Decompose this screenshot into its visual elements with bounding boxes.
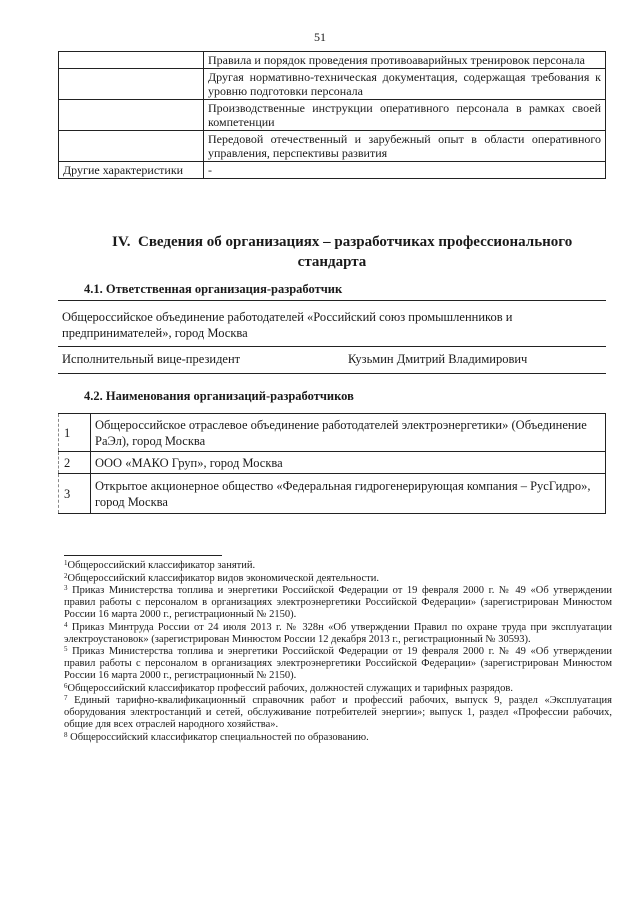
row-label bbox=[59, 131, 204, 162]
requirements-table bbox=[58, 51, 606, 179]
footnote-marker: 5 bbox=[64, 645, 68, 653]
footnote bbox=[64, 573, 612, 585]
row-text: Другая нормативно-техническая документация, содержащая требования к уровню подготовки персонала bbox=[204, 69, 606, 100]
footnote-text: Общероссийский классификатор занятий. bbox=[67, 560, 256, 571]
section-title-line2: стандарта bbox=[297, 254, 367, 270]
footnote-marker: 1 bbox=[64, 559, 68, 567]
table-row bbox=[59, 100, 606, 131]
footnote-text: Общероссийский классификатор профессий рабочих, должностей служащих и тарифных разрядов. bbox=[67, 682, 513, 694]
footnote-text: Общероссийский классификатор специальностей по образованию. bbox=[70, 731, 369, 743]
row-text: ООО «МАКО Груп», город Москва bbox=[91, 452, 606, 474]
responsible-org-box bbox=[58, 300, 606, 374]
row-number: 3 bbox=[59, 474, 91, 514]
footnote-marker: 8 bbox=[64, 730, 68, 739]
section-title bbox=[58, 232, 606, 272]
footnote-text: Приказ Министерства топлива и энергетики Российской Федерации от 19 февраля 2000 г. № 49 «Об утверждении правил работы с персоналом в организациях электроэнергетики Российской Федерации» (зарегистрирован Минюстом России 16 марта 2000 г., регистрационный № 2150). bbox=[64, 646, 612, 681]
footnote bbox=[64, 732, 612, 744]
footnote-marker: 7 bbox=[64, 694, 68, 702]
row-text: Производственные инструкции оперативного персонала в рамках своей компетенции bbox=[204, 100, 606, 131]
footnote-marker: 2 bbox=[64, 571, 68, 580]
table-row bbox=[59, 414, 606, 452]
divider bbox=[58, 346, 606, 347]
footnote-text: Единый тарифно-квалификационный справочник работ и профессий рабочих, выпуск 9, раздел «Эксплуатация оборудования электростанций и сетей, обслуживание потребителей энергии»; выпуск 1, раздел «Профессии рабочих, общие для всех отраслей народного хозяйства». bbox=[64, 695, 612, 730]
subsection-heading-4-2: 4.2. Наименования организаций-разработчиков bbox=[84, 389, 354, 403]
footnote bbox=[64, 695, 612, 731]
footnote-separator bbox=[64, 555, 222, 556]
table-row bbox=[59, 452, 606, 474]
table-row bbox=[59, 474, 606, 514]
footnote bbox=[64, 585, 612, 621]
footnote bbox=[64, 646, 612, 682]
page-number: 51 bbox=[314, 30, 326, 44]
table-row bbox=[59, 162, 606, 179]
footnote-marker: 3 bbox=[64, 584, 68, 592]
footnotes bbox=[64, 560, 612, 744]
row-label bbox=[59, 69, 204, 100]
responsible-person-name: Кузьмин Дмитрий Владимирович bbox=[348, 352, 528, 366]
row-label: Другие характеристики bbox=[59, 162, 204, 179]
row-text: Общероссийское отраслевое объединение работодателей электроэнергетики» (Объединение РаЭл), город Москва bbox=[91, 414, 606, 452]
row-label bbox=[59, 52, 204, 69]
row-text: Правила и порядок проведения противоаварийных тренировок персонала bbox=[204, 52, 606, 69]
footnote bbox=[64, 622, 612, 646]
table-row bbox=[59, 52, 606, 69]
footnote-text: Общероссийский классификатор видов экономической деятельности. bbox=[67, 572, 380, 584]
row-text: - bbox=[204, 162, 606, 179]
footnote-marker: 4 bbox=[64, 620, 68, 629]
row-text: Передовой отечественный и зарубежный опыт в области оперативного управления, перспективы развития bbox=[204, 131, 606, 162]
section-title-line1: Сведения об организациях – разработчиках профессионального bbox=[138, 234, 573, 250]
subsection-heading-4-1: 4.1. Ответственная организация-разработчик bbox=[84, 282, 343, 296]
row-text: Открытое акционерное общество «Федеральная гидрогенерирующая компания – РусГидро», город Москва bbox=[91, 474, 606, 514]
footnote bbox=[64, 560, 612, 572]
footnote-text: Приказ Минтруда России от 24 июля 2013 г. № 328н «Об утверждении Правил по охране труда при эксплуатации электроустановок» (зарегистрирован Минюстом России 12 декабря 2013 г., регистрационный № 30593). bbox=[64, 621, 612, 645]
developer-orgs-table bbox=[58, 413, 606, 514]
footnote-marker: 6 bbox=[64, 681, 68, 690]
responsible-org-name: Общероссийское объединение работодателей «Российский союз промышленников и предпринимателей», город Москва bbox=[62, 310, 513, 340]
footnote-text: Приказ Министерства топлива и энергетики Российской Федерации от 19 февраля 2000 г. № 49 «Об утверждении правил работы с персоналом в организациях электроэнергетики Российской Федерации» (зарегистрирован Минюстом России 16 марта 2000 г., регистрационный № 2150). bbox=[64, 585, 612, 620]
section-number: IV. bbox=[112, 234, 131, 250]
row-number: 2 bbox=[59, 452, 91, 474]
responsible-position: Исполнительный вице-президент bbox=[62, 352, 241, 366]
footnote bbox=[64, 683, 612, 695]
table-row bbox=[59, 69, 606, 100]
row-label bbox=[59, 100, 204, 131]
table-row bbox=[59, 131, 606, 162]
row-number: 1 bbox=[59, 414, 91, 452]
